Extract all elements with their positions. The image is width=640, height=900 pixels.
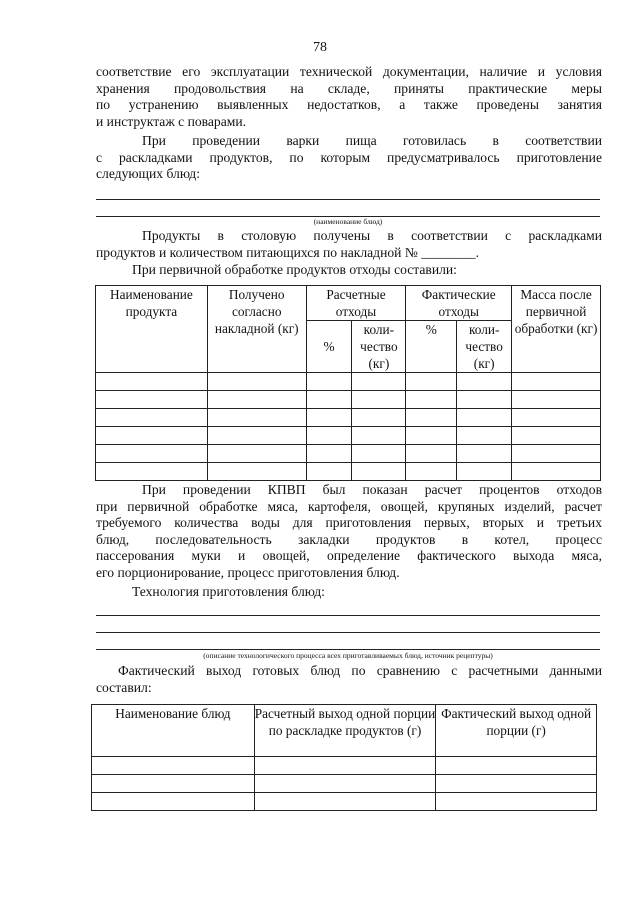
text-line: Фактический выход готовых блюд по сравнению с расчетными данными: [118, 663, 602, 678]
header-quantity: коли-чество (кг): [457, 321, 512, 373]
header-product-name: Наименование продукта: [96, 286, 208, 373]
text-line: его порционирование, процесс приготовления блюд.: [96, 564, 400, 580]
paragraph-products: [96, 228, 602, 261]
table-row: [96, 409, 601, 427]
text-line: составил:: [96, 679, 152, 695]
table-row: [96, 445, 601, 463]
table-row: [96, 427, 601, 445]
text-line: блюд, последовательность закладки продуктов в котел, процесс: [96, 531, 602, 547]
text-line: и инструктаж с поварами.: [96, 113, 247, 129]
text-line: при первичной обработке мяса, картофеля, овощей, крупяных изделий, расчет: [96, 498, 602, 514]
caption-technology: (описание технологического процесса всех приготавливаемых блюд, источник рецептуры): [203, 651, 493, 660]
paragraph-kpvp: [96, 482, 602, 581]
header-quantity: коли-чество (кг): [352, 321, 406, 373]
table-row: [92, 757, 597, 775]
header-received: Получено согласно накладной (кг): [207, 286, 306, 373]
waste-table: [95, 285, 601, 481]
output-table: [91, 704, 597, 811]
fill-line[interactable]: [96, 615, 600, 616]
text-line: по устранению выявленных недостатков, а также проведены занятия: [96, 97, 602, 112]
caption-dishes: (наименование блюд): [313, 217, 383, 226]
header-mass-after: Масса после первичной обработки (кг): [512, 286, 601, 373]
text-line: требуемого количества воды для приготовления первых, вторых и третьих: [96, 515, 602, 530]
paragraph-conditions: [96, 64, 602, 130]
header-calc-output: Расчетный выход одной порции по раскладке продуктов (г): [254, 705, 436, 757]
table-row: [92, 793, 597, 811]
table-row: [96, 391, 601, 409]
header-dish-name: Наименование блюд: [92, 705, 255, 757]
text-line: Продукты в столовую получены в соответствии с раскладками: [142, 228, 602, 243]
text-line: пассерования муки и овощей, определение фактического выхода мяса,: [96, 548, 602, 563]
text-line: соответствие его эксплуатации технической документации, наличие и условия: [96, 64, 602, 79]
paragraph-technology: [96, 584, 602, 601]
page-number: 78: [313, 40, 327, 55]
text-line: При проведении варки пища готовилась в соответствии: [142, 133, 602, 148]
table-row: [96, 373, 601, 391]
text-line: с раскладками продуктов, по которым предусматривалось приготовление: [96, 149, 602, 165]
text-line: Технология приготовления блюд:: [132, 584, 325, 599]
text-line: При проведении КПВП был показан расчет процентов отходов: [142, 482, 602, 497]
fill-line[interactable]: [96, 649, 600, 650]
text-line: При первичной обработке продуктов отходы составили:: [132, 262, 457, 277]
paragraph-output: [96, 663, 602, 696]
text-line: хранения продовольствия на складе, приняты практические меры: [96, 80, 602, 96]
fill-line[interactable]: [96, 632, 600, 633]
paragraph-cooking: [96, 133, 602, 183]
paragraph-waste-intro: [96, 262, 602, 279]
text-line: продуктов и количеством питающихся по накладной № ________.: [96, 244, 479, 260]
fill-line[interactable]: [96, 199, 600, 200]
header-calc-waste: Расчетные отходы: [306, 286, 406, 321]
table-row: [92, 775, 597, 793]
text-line: следующих блюд:: [96, 166, 200, 181]
header-fact-waste: Фактические отходы: [406, 286, 512, 321]
header-percent: %: [406, 321, 457, 373]
table-row: [96, 463, 601, 481]
header-fact-output: Фактический выход одной порции (г): [436, 705, 597, 757]
header-percent: %: [306, 321, 352, 373]
